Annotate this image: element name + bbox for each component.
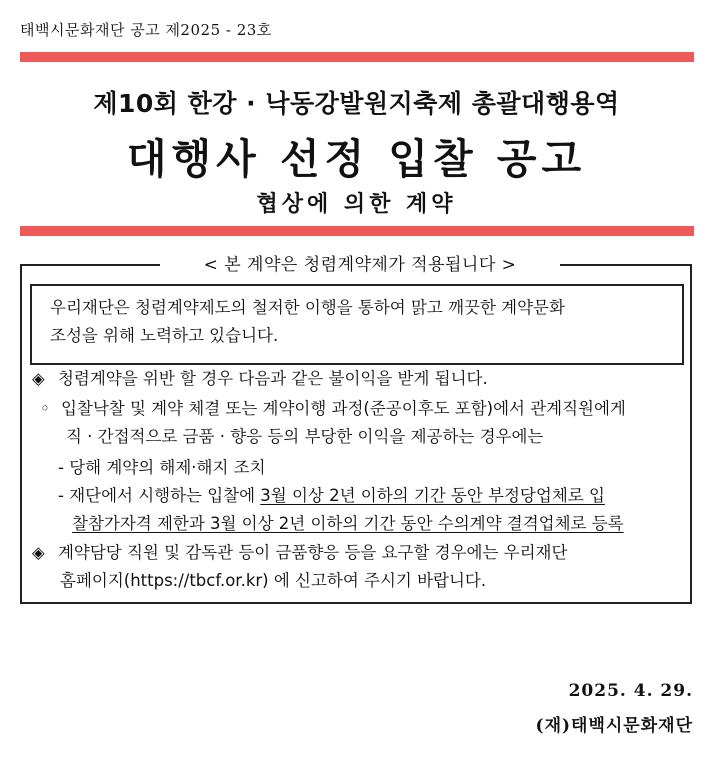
penalty-1: - 당해 계약의 해제·해지 조치: [58, 458, 266, 477]
item-1: [32, 367, 488, 391]
notice-date: 2025. 4. 29.: [568, 681, 693, 701]
title-line-1: 제10회 한강 · 낙동강발원지축제 총괄대행용역: [93, 89, 620, 118]
diamond-bullet-icon: ◈: [32, 543, 45, 562]
intro-line-2: 조성을 위해 노력하고 있습니다.: [50, 326, 279, 345]
item-2: [32, 541, 567, 565]
notice-number: 태백시문화재단 공고 제2025 - 23호: [20, 21, 272, 39]
issuing-organization: (재)태백시문화재단: [535, 716, 693, 736]
page-title: 대행사 선정 입찰 공고: [126, 135, 587, 183]
item-2-line-1: 계약담당 직원 및 감독관 등이 금품향응 등을 요구할 경우에는 우리재단: [57, 543, 568, 562]
sub-item-1-line-1: 입찰낙찰 및 계약 체결 또는 계약이행 과정(준공이후도 포함)에서 관계직원에게: [60, 399, 626, 418]
bottom-red-bar: [20, 226, 694, 236]
penalty-2-underlined: 3월 이상 2년 이하의 기간 동안 부정당업체로 입: [260, 486, 605, 505]
sub-item-1-line-2: 직 · 간접적으로 금품 · 향응 등의 부당한 이익을 제공하는 경우에는: [66, 427, 544, 446]
sub-item-1: [40, 397, 626, 421]
top-red-bar: [20, 52, 694, 62]
penalty-2-line-2: 찰참가자격 제한과 3월 이상 2년 이하의 기간 동안 수의계약 결격업체로 등록: [72, 514, 624, 533]
intro-box: [30, 284, 684, 365]
penalty-2: [58, 484, 605, 508]
diamond-bullet-icon: ◈: [32, 369, 45, 388]
penalty-2-prefix: - 재단에서 시행하는 입찰에: [58, 486, 261, 505]
item-1-text: 청렴계약을 위반 할 경우 다음과 같은 불이익을 받게 됩니다.: [57, 369, 488, 388]
item-2-line-2: 홈페이지(https://tbcf.or.kr) 에 신고하여 주시기 바랍니다.: [60, 571, 487, 590]
intro-line-1: 우리재단은 청렴계약제도의 철저한 이행을 통하여 맑고 깨끗한 계약문화: [50, 298, 565, 317]
title-subtitle: 협상에 의한 계약: [256, 192, 457, 217]
notice-caption: < 본 계약은 청렴계약제가 적용됩니다 >: [160, 250, 560, 275]
circle-bullet-icon: ◦: [40, 399, 50, 418]
